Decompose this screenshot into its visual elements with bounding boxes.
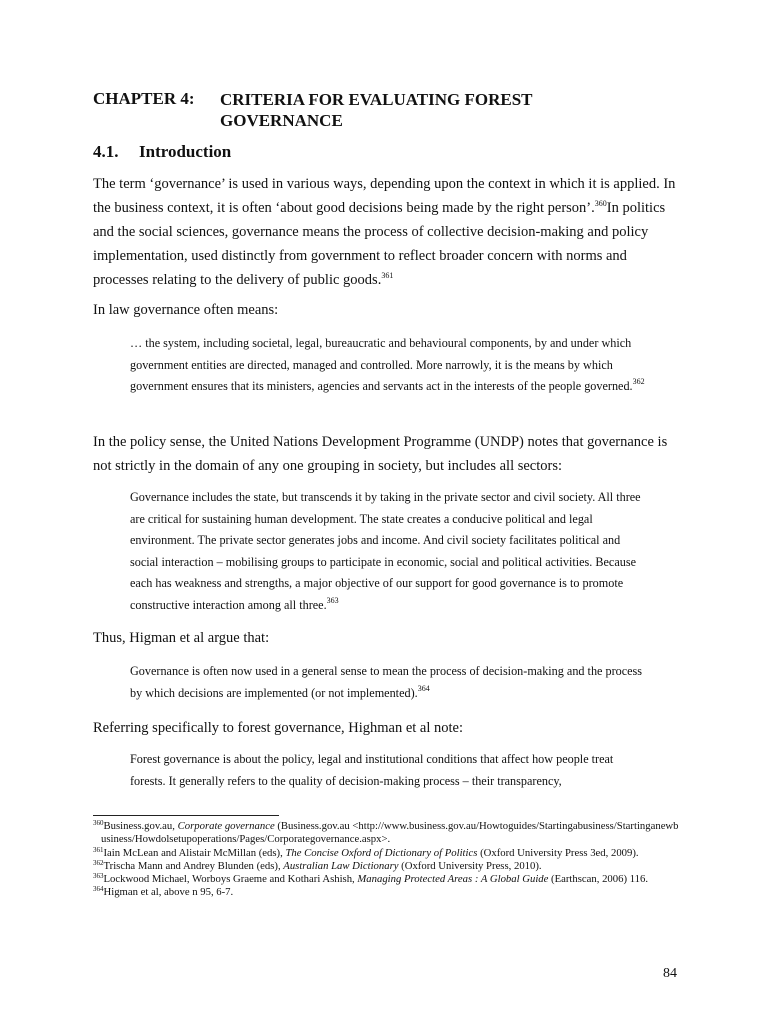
footnote-ref: 362 (632, 377, 645, 386)
footnote-number: 360 (93, 819, 104, 827)
paragraph-higman: Thus, Higman et al argue that: (93, 630, 270, 646)
footnote (93, 860, 683, 873)
quote-text: Governance includes the state, but transcends it by taking in the private sector and civil society. All three are critical for sustaining human development. The state creates a conducive political and legal environment. The private sector generates jobs and income. And civil society facilitates political and social interaction – mobilising groups to participate in economic, social and political activities. Because each has weakness and strengths, a major objective of our support for good governance is to promote constructive interaction among all three. (130, 490, 641, 612)
paragraph-law: In law governance often means: (93, 302, 279, 318)
block-quote-law (130, 333, 650, 398)
paragraph-policy: In the policy sense, the United Nations Development Programme (UNDP) notes that governance is not strictly in the domain of any one grouping in society, but includes all sectors: (93, 434, 668, 474)
chapter-number: CHAPTER 4: (93, 89, 195, 108)
footnote-text: Higman et al, above n 95, 6-7. (103, 886, 234, 899)
footnote-number: 362 (93, 858, 104, 867)
footnote-text: Lockwood Michael, Worboys Graeme and Kothari Ashish, (103, 873, 358, 886)
footnote (93, 886, 683, 899)
block-quote-undp (130, 487, 650, 616)
footnote (93, 847, 683, 860)
footnote-separator (93, 815, 279, 816)
footnotes (93, 820, 683, 900)
footnote-text: Business.gov.au, (103, 820, 178, 832)
footnote-text: Iain McLean and Alistair McMillan (eds), (103, 846, 286, 859)
footnote-text: (Business.gov.au <http://www.business.gov.au/Howtoguides/Startingabusiness/Startinganewbusiness/Howdolsetupoperations/Pages/Corporategovernance.aspx>. (101, 820, 679, 846)
footnote-text: (Oxford University Press, 2010). (398, 859, 542, 872)
footnote-text: (Oxford University Press 3ed, 2009). (477, 846, 639, 859)
block-quote-forest: Forest governance is about the policy, legal and institutional conditions that affect how people treat forests. It generally refers to the quality of decision-making process – their transparency, (130, 752, 614, 788)
footnote-ref: 363 (326, 595, 339, 605)
section-title: Introduction (139, 142, 232, 161)
paragraph-text: The term ‘governance’ is used in various ways, depending upon the context in which it is applied. In the business context, it is often ‘about good decisions being made by the right person’. (93, 176, 676, 216)
chapter-title: CRITERIA FOR EVALUATING FOREST GOVERNANCE (220, 90, 533, 130)
footnote-text: Trischa Mann and Andrey Blunden (eds), (103, 859, 284, 872)
footnote-ref: 360 (594, 199, 607, 208)
paragraph-text: In politics and the social sciences, governance means the process of collective decision-making and policy implementation, used distinctly from government to reflect broader concern with norms and processes relating to the delivery of public goods. (93, 200, 666, 288)
footnote-title: Corporate governance (177, 820, 275, 832)
paragraph-forest: Referring specifically to forest governance, Highman et al note: (93, 720, 464, 736)
quote-text: … the system, including societal, legal, bureaucratic and behavioural components, by and under which government entities are directed, managed and controlled. More narrowly, it is the means by which government ensures that its ministers, agencies and servants act in the interests of the people governed. (130, 336, 633, 393)
section-number: 4.1. (93, 142, 119, 161)
footnote-ref: 364 (417, 683, 430, 693)
footnote-title: The Concise Oxford of Dictionary of Politics (285, 846, 478, 859)
footnote-title: Australian Law Dictionary (283, 859, 399, 872)
paragraph-intro (93, 172, 683, 292)
footnote (93, 820, 683, 847)
footnote-number: 361 (93, 845, 104, 854)
footnote-ref: 361 (381, 271, 394, 280)
block-quote-higman (130, 661, 650, 704)
footnote-number: 364 (93, 885, 104, 894)
quote-text: Governance is often now used in a general sense to mean the process of decision-making and the process by which decisions are implemented (or not implemented). (130, 664, 643, 700)
footnote-title: Managing Protected Areas : A Global Guide (357, 873, 549, 886)
footnote (93, 873, 683, 886)
page-number: 84 (663, 966, 677, 981)
footnote-number: 363 (93, 872, 104, 881)
footnote-text: (Earthscan, 2006) 116. (548, 873, 648, 886)
